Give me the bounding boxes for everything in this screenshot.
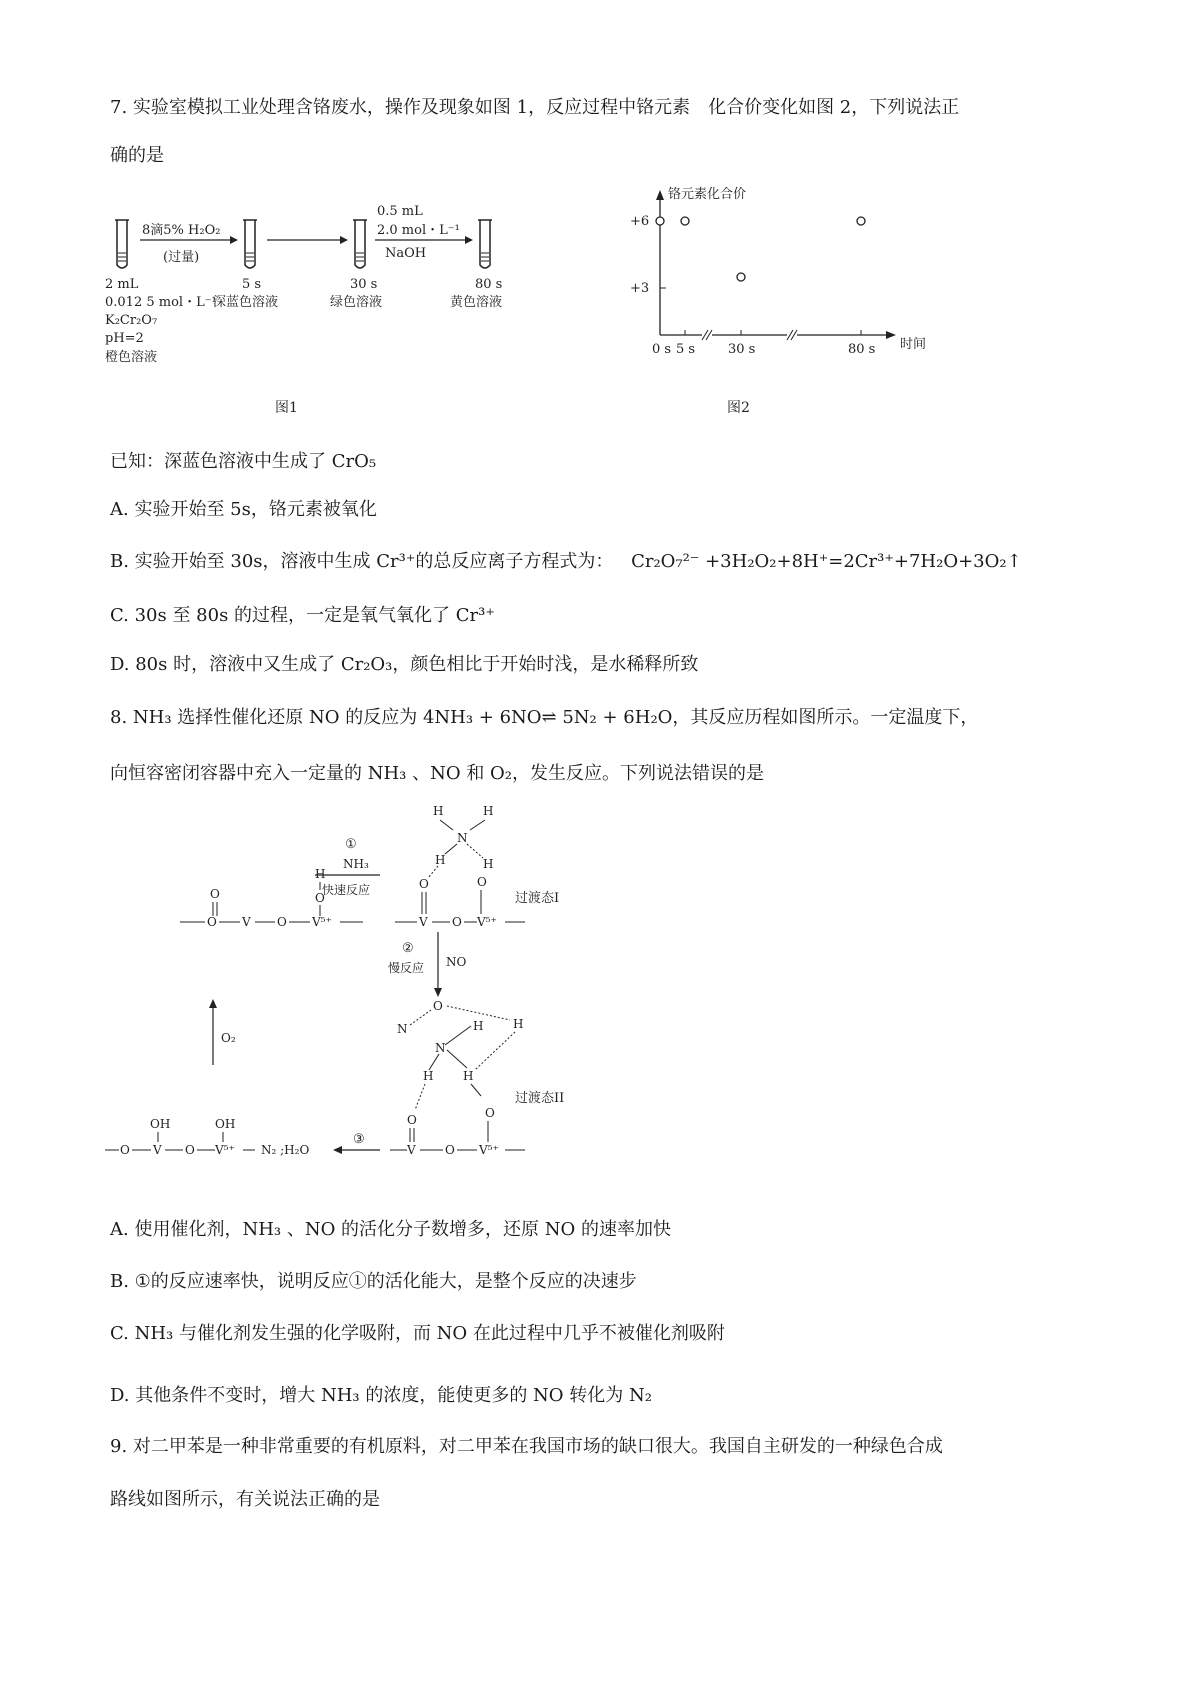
step1-reagent: NH₃ — [343, 857, 369, 871]
ts1-label: 过渡态I — [515, 891, 560, 906]
figure-2-caption: 图2 — [727, 400, 750, 416]
cat1-oh-o: O — [315, 891, 325, 905]
cat1-v5: V⁵⁺ — [312, 915, 332, 929]
arrow-up-icon — [209, 999, 217, 1065]
tube2-color: 深蓝色溶液 — [213, 295, 279, 310]
ts1-h2: H — [483, 804, 494, 818]
q8-option-c: C. NH₃ 与催化剂发生强的化学吸附，而 NO 在此过程中几乎不被催化剂吸附 — [110, 1323, 725, 1344]
fig2-xtick-80: 80 s — [848, 342, 876, 357]
tube1-color: 橙色溶液 — [105, 350, 158, 365]
q7-stem-line1: 7. 实验室模拟工业处理含铬废水，操作及现象如图 1，反应过程中铬元素 化合价变化如图 2，下列说法正 — [110, 97, 960, 118]
fig2-point-0s — [656, 217, 664, 225]
test-tube-icon — [353, 220, 367, 268]
fig2-ytick-3: +3 — [630, 281, 650, 296]
o2-reagent: O₂ — [221, 1031, 236, 1045]
arrow1-top-label: 8滴5% H₂O₂ — [142, 223, 221, 238]
fig2-point-80s — [857, 217, 865, 225]
ts2-v: V — [407, 1143, 416, 1157]
ts2-n2: N — [435, 1041, 446, 1055]
ts2-v5: V⁵⁺ — [479, 1143, 499, 1157]
step2-label: 慢反应 — [388, 961, 425, 975]
step3-number: ③ — [353, 1132, 365, 1147]
cat3-v5: V⁵⁺ — [215, 1143, 235, 1157]
tube2-time: 5 s — [242, 277, 262, 292]
q7-known: 已知：深蓝色溶液中生成了 CrO₅ — [110, 451, 377, 472]
cat3-v: V — [153, 1143, 162, 1157]
arrow-right-icon — [267, 236, 348, 244]
tube4-time: 80 s — [475, 277, 503, 292]
ts2-o-top: O — [433, 999, 443, 1013]
q9-stem-line1: 9. 对二甲苯是一种非常重要的有机原料，对二甲苯在我国市场的缺口很大。我国自主研发的一种绿色合成 — [110, 1436, 943, 1457]
arrow1-bottom-label: (过量) — [163, 250, 200, 265]
ts1-v: V — [419, 915, 428, 929]
ts2-h-top: H — [473, 1019, 484, 1033]
q8-mechanism-diagram — [105, 804, 665, 1180]
ts1-o1: O — [419, 877, 429, 891]
arrow3-line3: NaOH — [385, 246, 427, 261]
q7-figure-1 — [105, 195, 585, 425]
fig2-ytick-6: +6 — [630, 214, 650, 229]
q7-figure-2 — [630, 187, 950, 425]
cat3-oh1: OH — [150, 1117, 171, 1131]
ts2-o-left: O — [407, 1113, 417, 1127]
cat3-o2: O — [185, 1143, 195, 1157]
y-axis — [656, 190, 664, 335]
q7-option-a: A. 实验开始至 5s，铬元素被氧化 — [110, 499, 377, 520]
ts2-label: 过渡态II — [515, 1091, 565, 1106]
test-tube-icon — [115, 220, 129, 268]
fig2-ylabel: 铬元素化合价 — [668, 187, 747, 202]
q9-stem-line2: 路线如图所示，有关说法正确的是 — [110, 1489, 380, 1510]
ts2-o-right: O — [485, 1106, 495, 1120]
q8-option-b: B. ①的反应速率快，说明反应①的活化能大，是整个反应的决速步 — [110, 1271, 637, 1292]
fig2-xtick-0: 0 s — [652, 342, 672, 357]
tube3-time: 30 s — [350, 277, 378, 292]
cat1-o1: O — [207, 915, 217, 929]
tube1-ph: pH=2 — [105, 331, 144, 346]
q7-option-d: D. 80s 时，溶液中又生成了 Cr₂O₃，颜色相比于开始时浅，是水稀释所致 — [110, 654, 699, 675]
step1-number: ① — [345, 837, 357, 852]
ts1-o3: O — [452, 915, 462, 929]
ts1-o2: O — [477, 875, 487, 889]
fig2-point-30s — [737, 273, 745, 281]
ts2-h-mid: H — [463, 1069, 474, 1083]
fig2-xlabel: 时间 — [900, 337, 927, 352]
ts1-h1: H — [433, 804, 444, 818]
arrow3-line1: 0.5 mL — [377, 204, 423, 219]
tube4-color: 黄色溶液 — [450, 295, 503, 310]
ts2-o3: O — [445, 1143, 455, 1157]
fig2-xtick-30: 30 s — [728, 342, 756, 357]
cat1-v: V — [242, 915, 251, 929]
q8-stem-line2: 向恒容密闭容器中充入一定量的 NH₃ 、NO 和 O₂，发生反应。下列说法错误的是 — [110, 763, 765, 784]
fig2-point-5s — [681, 217, 689, 225]
step2-reagent: NO — [446, 955, 467, 969]
q7-option-b — [110, 550, 1022, 574]
arrow3-line2: 2.0 mol・L⁻¹ — [377, 223, 460, 238]
figure-1-caption: 图1 — [275, 400, 298, 416]
cat1-o2: O — [277, 915, 287, 929]
cat3-o1: O — [120, 1143, 130, 1157]
ts1-v5: V⁵⁺ — [477, 915, 497, 929]
ts1-n: N — [457, 831, 468, 845]
q7-option-b-equation: Cr₂O₇²⁻ +3H₂O₂+8H⁺=2Cr³⁺+7H₂O+3O₂↑ — [631, 551, 1022, 572]
products-label: N₂ ;H₂O — [261, 1143, 310, 1157]
tube1-volume: 2 mL — [105, 277, 139, 292]
cat1-oxo-o: O — [210, 887, 220, 901]
cat1-oh-h: H — [315, 867, 326, 881]
step2-number: ② — [402, 941, 414, 956]
ts2-h-left: H — [423, 1069, 434, 1083]
tube3-color: 绿色溶液 — [330, 295, 383, 310]
ts2-h-right: H — [513, 1017, 524, 1031]
q8-option-a: A. 使用催化剂，NH₃ 、NO 的活化分子数增多，还原 NO 的速率加快 — [110, 1219, 672, 1240]
arrow-down-icon — [434, 932, 442, 997]
q7-stem-line2: 确的是 — [110, 145, 164, 166]
arrow-left-icon — [333, 1146, 380, 1154]
ts1-h3: H — [435, 853, 446, 867]
q7-option-c: C. 30s 至 80s 的过程，一定是氧气氧化了 Cr³⁺ — [110, 605, 495, 626]
q8-option-d: D. 其他条件不变时，增大 NH₃ 的浓度，能使更多的 NO 转化为 N₂ — [110, 1385, 652, 1406]
q8-stem-line1: 8. NH₃ 选择性催化还原 NO 的反应为 4NH₃ + 6NO⇌ 5N₂ + 6H₂O，其反应历程如图所示。一定温度下， — [110, 707, 979, 728]
q7-option-b-text: B. 实验开始至 30s，溶液中生成 Cr³⁺的总反应离子方程式为： — [110, 551, 614, 572]
ts2-n1: N — [397, 1022, 408, 1036]
test-tube-icon — [243, 220, 257, 268]
tube1-conc: 0.012 5 mol・L⁻¹ — [105, 295, 217, 310]
cat3-oh2: OH — [215, 1117, 236, 1131]
step1-label: 快速反应 — [322, 883, 371, 897]
fig2-xtick-5: 5 s — [676, 342, 696, 357]
test-tube-icon — [478, 220, 492, 268]
tube1-solute: K₂Cr₂O₇ — [105, 313, 158, 328]
ts1-h4: H — [483, 857, 494, 871]
